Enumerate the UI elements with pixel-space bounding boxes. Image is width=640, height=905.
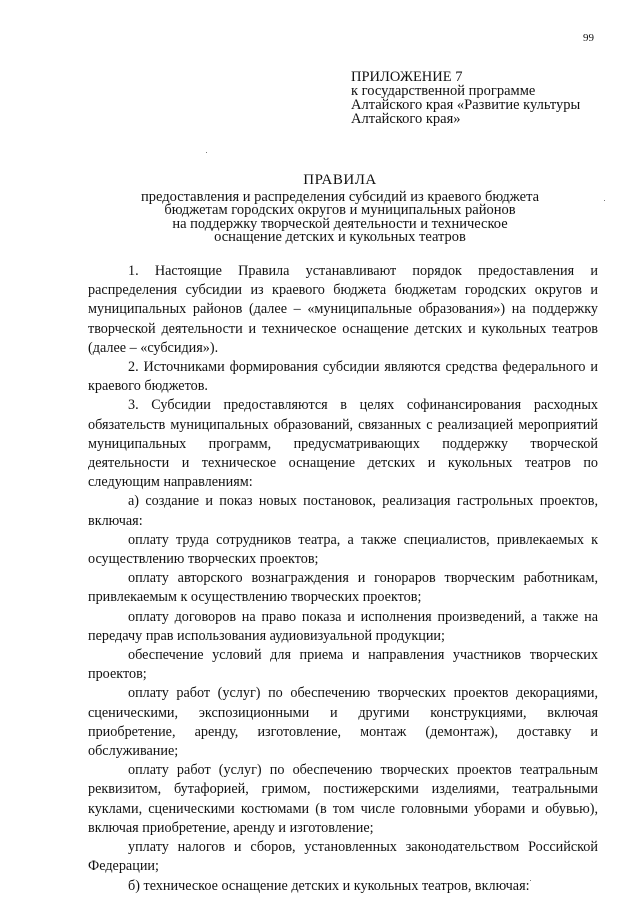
scan-speck: [206, 152, 207, 153]
paragraph: 1. Настоящие Правила устанавливают порядок предоставления и распределения субсидии из краевого бюджета бюджетам городских округов и муниципальных районов (далее – «муниципальные образования») на поддержку творческой деятельности и техническое оснащение детских и кукольных театров (далее – «субсидия»).: [88, 263, 598, 356]
page-number: 99: [583, 32, 594, 44]
appendix-line: Алтайского края «Развитие культуры: [351, 97, 581, 113]
paragraph: оплату труда сотрудников театра, а также специалистов, привлекаемых к осуществлению творческих проектов;: [88, 531, 598, 568]
scan-speck: [604, 200, 605, 201]
paragraph: 3. Субсидии предоставляются в целях софинансирования расходных обязательств муниципальных образований, связанных с реализацией мероприятий муниципальных программ, предусматривающих поддержку творческой деятельности и техническое оснащение детских и кукольных театров по следующим направлениям:: [88, 397, 598, 491]
document-subtitle-line: оснащение детских и кукольных театров: [214, 229, 466, 245]
paragraph: оплату авторского вознаграждения и гонораров творческим работникам, привлекаемым к осуществлению творческих проектов;: [88, 570, 598, 606]
appendix-line: к государственной программе: [351, 83, 536, 99]
document-body: [88, 262, 598, 896]
paragraph: оплату работ (услуг) по обеспечению творческих проектов декорациями, сценическими, экспозиционными и другими конструкциями, включая приобретение, аренду, изготовление, монтаж (демонтаж), доставку и обслуживание;: [88, 685, 598, 760]
paragraph: обеспечение условий для приема и направления участников творческих проектов;: [88, 647, 598, 683]
paragraph: а) создание и показ новых постановок, реализация гастрольных проектов, включая:: [88, 493, 598, 529]
paragraph: оплату договоров на право показа и исполнения произведений, а также на передачу прав использования аудиовизуальной продукции;: [88, 608, 598, 644]
paragraph: 2. Источниками формирования субсидии являются средства федерального и краевого бюджетов.: [88, 359, 598, 395]
document-title: ПРАВИЛА: [303, 172, 377, 188]
scan-speck: [530, 880, 531, 881]
appendix-header: [351, 70, 631, 126]
document-subtitle-line: на поддержку творческой деятельности и техническое: [172, 215, 508, 232]
document-subtitle-line: предоставления и распределения субсидий из краевого бюджета: [140, 188, 540, 205]
appendix-line: Алтайского края»: [351, 111, 461, 127]
document-title-block: [60, 174, 620, 245]
paragraph: б) техническое оснащение детских и кукольных театров, включая:: [128, 877, 530, 894]
paragraph: оплату работ (услуг) по обеспечению творческих проектов театральным реквизитом, бутафорией, гримом, постижерскими изделиями, театральными куклами, сценическими костюмами (в том числе головными уборами и обувью), включая приобретение, аренду и изготовление;: [88, 762, 598, 836]
paragraph: уплату налогов и сборов, установленных законодательством Российской Федерации;: [88, 839, 598, 875]
document-subtitle-line: бюджетам городских округов и муниципальных районов: [164, 202, 516, 218]
appendix-title: ПРИЛОЖЕНИЕ 7: [351, 69, 463, 85]
